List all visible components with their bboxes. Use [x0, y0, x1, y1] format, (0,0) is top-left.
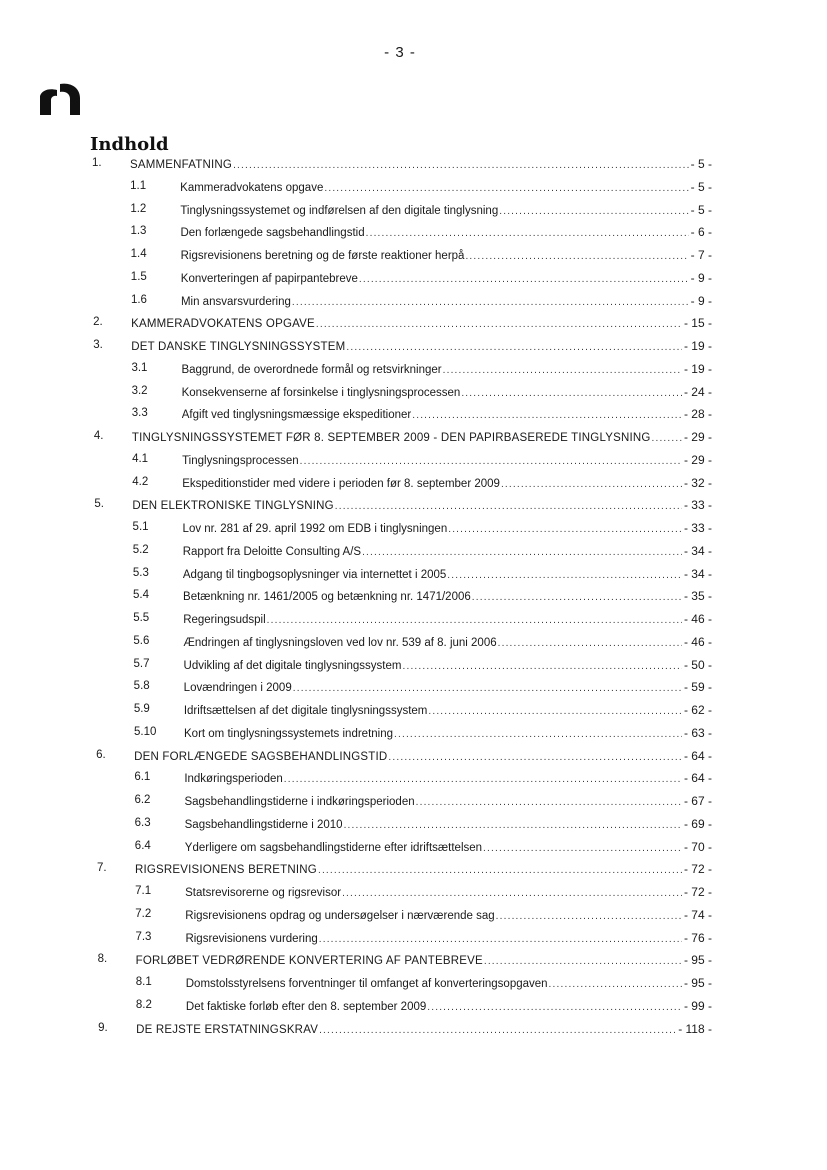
toc-entry[interactable] [0, 840, 827, 858]
toc-entry-title: Min ansvarsvurdering [180, 295, 291, 308]
dot-leader [499, 206, 688, 217]
toc-entry-title: Tinglysningssystemet og indførelsen af den digitale tinglysning [180, 204, 499, 217]
dot-leader [292, 297, 689, 308]
dot-leader [319, 934, 682, 945]
toc-entry-page: - 29 - [683, 452, 712, 467]
page-number: - 3 - [384, 44, 416, 61]
toc-heading: Indhold [90, 134, 169, 155]
toc-entry-page: - 15 - [683, 316, 712, 331]
dot-leader [316, 319, 682, 330]
toc-entry-page: - 72 - [683, 862, 712, 877]
toc-entry[interactable] [0, 567, 827, 585]
toc-entry-title: Udvikling af det digitale tinglysningssystem [183, 659, 402, 672]
toc-entry-title: Baggrund, de overordnede formål og retsvirkninger [181, 363, 442, 376]
toc-entry[interactable] [0, 407, 827, 425]
toc-entry-page: - 69 - [683, 816, 712, 831]
toc-entry-title: Idriftsættelsen af det digitale tinglysningssystem [183, 705, 428, 717]
toc-entry-page: - 6 - [690, 225, 712, 240]
toc-entry[interactable] [0, 430, 827, 448]
toc-entry[interactable] [0, 385, 827, 403]
toc-entry-page: - 62 - [683, 703, 712, 717]
toc-entry-page: - 67 - [683, 794, 712, 808]
toc-entry[interactable] [0, 203, 827, 221]
toc-entry-title: DET DANSKE TINGLYSNINGSSYSTEM [131, 341, 346, 353]
toc-entry-page: - 34 - [683, 543, 712, 558]
dot-leader [324, 183, 688, 194]
toc-entry-number: 6.3 [134, 816, 151, 829]
dot-leader [416, 797, 682, 808]
toc-entry-number: 3. [93, 339, 103, 351]
toc-entry-title: Rigsrevisionens vurdering [185, 932, 318, 945]
toc-entry-number: 6.2 [134, 794, 151, 806]
dot-leader [472, 592, 682, 603]
dot-leader [267, 615, 682, 626]
toc-entry-number: 4. [93, 430, 104, 442]
toc-entry-number: 5.2 [132, 543, 149, 556]
dot-leader [402, 661, 681, 672]
toc-entry-page: - 74 - [683, 907, 712, 922]
toc-entry-number: 5.4 [133, 589, 150, 602]
toc-entry-page: - 50 - [683, 657, 712, 672]
toc-entry-number: 1.6 [130, 293, 147, 306]
toc-entry[interactable] [0, 339, 827, 357]
toc-entry-page: - 28 - [683, 407, 712, 422]
dot-leader [448, 524, 682, 535]
toc-entry-title: DEN FORLÆNGEDE SAGSBEHANDLINGSTID [134, 750, 388, 763]
toc-entry-number: 1.5 [130, 270, 147, 283]
toc-entry-page: - 19 - [683, 339, 712, 353]
toc-entry-title: Adgang til tingbogsoplysninger via internettet i 2005 [182, 568, 447, 581]
toc-entry-title: Det faktiske forløb efter den 8. september 2009 [185, 1000, 427, 1013]
dot-leader [496, 911, 682, 922]
dot-leader [447, 570, 682, 581]
dot-leader [366, 228, 689, 239]
toc-entry-title: FORLØBET VEDRØRENDE KONVERTERING AF PANTEBREVE [135, 955, 483, 968]
toc-entry-number: 5.10 [134, 725, 157, 738]
toc-entry[interactable] [0, 589, 827, 607]
toc-entry-page: - 118 - [678, 1021, 712, 1036]
toc-entry[interactable] [0, 157, 827, 175]
toc-entry[interactable] [0, 521, 827, 539]
toc-entry-page: - 59 - [683, 680, 712, 695]
dot-leader [359, 274, 689, 285]
toc-entry-title: SAMMENFATNING [130, 159, 233, 171]
toc-entry-number: 3.2 [131, 384, 148, 397]
toc-entry-number: 2. [93, 316, 103, 329]
dot-leader [318, 865, 682, 876]
toc-entry-number: 4.1 [132, 452, 149, 465]
dot-leader [465, 251, 688, 262]
toc-entry-number: 8.2 [135, 998, 152, 1011]
toc-entry[interactable] [0, 180, 827, 198]
dot-leader [319, 1025, 676, 1036]
toc-entry-page: - 46 - [683, 612, 712, 626]
toc-entry-title: Statsrevisorerne og rigsrevisor [185, 887, 342, 899]
dot-leader [461, 388, 682, 399]
toc-entry-title: Tinglysningsprocessen [182, 454, 299, 467]
dot-leader [483, 843, 682, 854]
toc-entry-number: 3.1 [131, 361, 148, 374]
toc-entry-page: - 64 - [683, 748, 712, 763]
dot-leader [362, 547, 682, 558]
toc-entry-title: Regeringsudspil [183, 614, 266, 626]
toc-entry-number: 1.4 [130, 248, 147, 260]
toc-entry-title: Betænkning nr. 1461/2005 og betænkning nr. 1471/2006 [183, 591, 471, 604]
toc-entry-title: Domstolsstyrelsens forventninger til omfanget af konverteringsopgaven [185, 978, 548, 990]
toc-entry[interactable] [0, 749, 827, 767]
toc-entry[interactable] [0, 703, 827, 721]
dot-leader [394, 729, 682, 740]
dot-leader [501, 479, 682, 490]
toc-entry-page: - 34 - [683, 566, 712, 581]
toc-entry[interactable] [0, 476, 827, 494]
toc-entry[interactable] [0, 225, 827, 243]
toc-entry[interactable] [0, 453, 827, 471]
toc-entry-title: Afgift ved tinglysningsmæssige ekspeditioner [181, 409, 412, 422]
toc-entry-number: 1.3 [130, 225, 147, 238]
toc-entry-title: TINGLYSNINGSSYSTEMET FØR 8. SEPTEMBER 2009 - DEN PAPIRBASEREDE TINGLYSNING [131, 432, 651, 444]
dot-leader [652, 433, 682, 444]
toc-entry-page: - 95 - [683, 953, 712, 968]
toc-entry-number: 6.1 [134, 771, 151, 784]
toc-entry-title: KAMMERADVOKATENS OPGAVE [131, 318, 315, 331]
dot-leader [412, 410, 682, 421]
toc-entry[interactable] [0, 680, 827, 698]
toc-entry-page: - 9 - [690, 270, 712, 285]
toc-entry[interactable] [0, 885, 827, 903]
toc-entry-page: - 46 - [683, 634, 712, 649]
toc-entry-title: Sagsbehandlingstiderne i indkøringsperioden [184, 796, 415, 808]
toc-entry[interactable] [0, 316, 827, 334]
toc-entry-title: Konverteringen af papirpantebreve [180, 272, 358, 285]
toc-entry-number: 1. [92, 157, 102, 169]
toc-entry[interactable] [0, 1022, 827, 1040]
dot-leader [344, 820, 682, 831]
dot-leader [293, 683, 682, 694]
toc-entry[interactable] [0, 635, 827, 653]
toc-entry[interactable] [0, 794, 827, 812]
toc-entry-page: - 5 - [690, 157, 712, 171]
toc-entry-number: 8.1 [135, 976, 152, 988]
toc-entry[interactable] [0, 271, 827, 289]
toc-entry-title: Den forlængede sagsbehandlingstid [180, 227, 365, 240]
dot-leader [346, 342, 682, 353]
toc-entry[interactable] [0, 726, 827, 744]
dot-leader [428, 706, 682, 717]
toc-entry-title: Sagsbehandlingstiderne i 2010 [184, 818, 343, 831]
toc-entry[interactable] [0, 771, 827, 789]
toc-entry-number: 3.3 [131, 407, 148, 420]
toc-entry[interactable] [0, 498, 827, 516]
toc-entry-page: - 29 - [683, 430, 712, 444]
dot-leader [498, 638, 682, 649]
toc-entry-title: RIGSREVISIONENS BERETNING [134, 864, 317, 877]
toc-entry-title: Ekspeditionstider med videre i perioden før 8. september 2009 [182, 477, 500, 490]
toc-entry-title: Kammeradvokatens opgave [180, 181, 324, 194]
dot-leader [427, 1002, 682, 1013]
toc-entry-page: - 9 - [690, 293, 712, 308]
toc-entry[interactable] [0, 953, 827, 971]
toc-entry-title: Yderligere om sagsbehandlingstiderne efter idriftsættelsen [184, 841, 483, 854]
toc-entry-number: 9. [98, 1021, 108, 1034]
toc-entry-number: 5.1 [132, 521, 149, 533]
toc-entry-title: Lov nr. 281 af 29. april 1992 om EDB i tinglysningen [182, 523, 448, 535]
toc-entry-title: Rigsrevisionens beretning og de første reaktioner herpå [180, 250, 465, 262]
dot-leader [443, 365, 682, 376]
toc-entry-page: - 5 - [690, 202, 712, 217]
toc-entry-number: 7.3 [135, 930, 152, 943]
toc-entry-page: - 24 - [683, 384, 712, 399]
logo-icon [38, 82, 82, 116]
toc-entry-number: 1.2 [130, 202, 147, 215]
toc-entry-title: Konsekvenserne af forsinkelse i tinglysningsprocessen [181, 386, 461, 399]
toc-entry-title: Indkøringsperioden [184, 773, 283, 786]
toc-entry[interactable] [0, 248, 827, 266]
toc-entry-title: Rapport fra Deloitte Consulting A/S [182, 545, 362, 558]
toc-entry-page: - 19 - [683, 361, 712, 376]
toc-entry-page: - 70 - [683, 839, 712, 854]
dot-leader [342, 888, 682, 899]
toc-entry-number: 6.4 [134, 839, 151, 852]
toc-entry[interactable] [0, 931, 827, 949]
toc-entry[interactable] [0, 612, 827, 630]
toc-entry-number: 1.1 [130, 179, 147, 192]
toc-entry-number: 5.5 [133, 612, 150, 624]
toc-entry-number: 5.3 [132, 566, 149, 579]
toc-entry-number: 7.1 [135, 885, 152, 897]
toc-entry-page: - 33 - [683, 498, 712, 513]
toc-entry[interactable] [0, 908, 827, 926]
toc-entry-number: 6. [96, 748, 106, 761]
toc-entry-title: Rigsrevisionens opdrag og undersøgelser i nærværende sag [185, 909, 495, 922]
toc-entry-page: - 72 - [683, 885, 712, 899]
toc-entry[interactable] [0, 862, 827, 880]
dot-leader [549, 979, 682, 990]
dot-leader [233, 160, 689, 171]
toc-entry-title: Kort om tinglysningssystemets indretning [184, 727, 394, 740]
toc-entry-page: - 7 - [690, 248, 712, 262]
toc-entry-title: Lovændringen i 2009 [183, 682, 292, 695]
toc-entry-page: - 95 - [683, 976, 712, 990]
toc-entry-page: - 64 - [683, 771, 712, 786]
toc-entry-title: DE REJSTE ERSTATNINGSKRAV [136, 1023, 319, 1036]
toc-entry-number: 5.8 [133, 680, 150, 693]
toc-entry-page: - 33 - [683, 521, 712, 535]
toc-entry[interactable] [0, 999, 827, 1017]
toc-entry-number: 7.2 [135, 907, 152, 920]
toc-entry-number: 8. [97, 953, 108, 966]
dot-leader [335, 501, 682, 512]
dot-leader [388, 752, 682, 763]
toc-entry[interactable] [0, 817, 827, 835]
toc-entry-number: 5.6 [133, 634, 150, 647]
toc-entry[interactable] [0, 976, 827, 994]
toc-entry-number: 4.2 [132, 475, 149, 488]
toc-entry-page: - 5 - [690, 179, 712, 194]
toc-entry-number: 5.9 [133, 703, 150, 715]
toc-entry-page: - 76 - [683, 930, 712, 945]
toc-entry-title: Ændringen af tinglysningsloven ved lov nr. 539 af 8. juni 2006 [183, 636, 497, 649]
toc-entry-number: 5.7 [133, 657, 150, 670]
toc-entry-page: - 99 - [683, 998, 712, 1013]
toc-entry-number: 5. [94, 498, 104, 511]
dot-leader [300, 456, 682, 467]
toc-entry-title: DEN ELEKTRONISKE TINGLYSNING [132, 500, 334, 513]
toc-entry-page: - 63 - [683, 725, 712, 740]
toc-entry[interactable] [0, 658, 827, 676]
dot-leader [484, 956, 682, 967]
toc-entry[interactable] [0, 544, 827, 562]
toc-entry-number: 7. [96, 862, 107, 875]
toc-entry-page: - 32 - [683, 475, 712, 490]
toc-entry[interactable] [0, 362, 827, 380]
toc-entry[interactable] [0, 294, 827, 312]
dot-leader [284, 774, 682, 785]
toc-entry-page: - 35 - [683, 589, 712, 604]
